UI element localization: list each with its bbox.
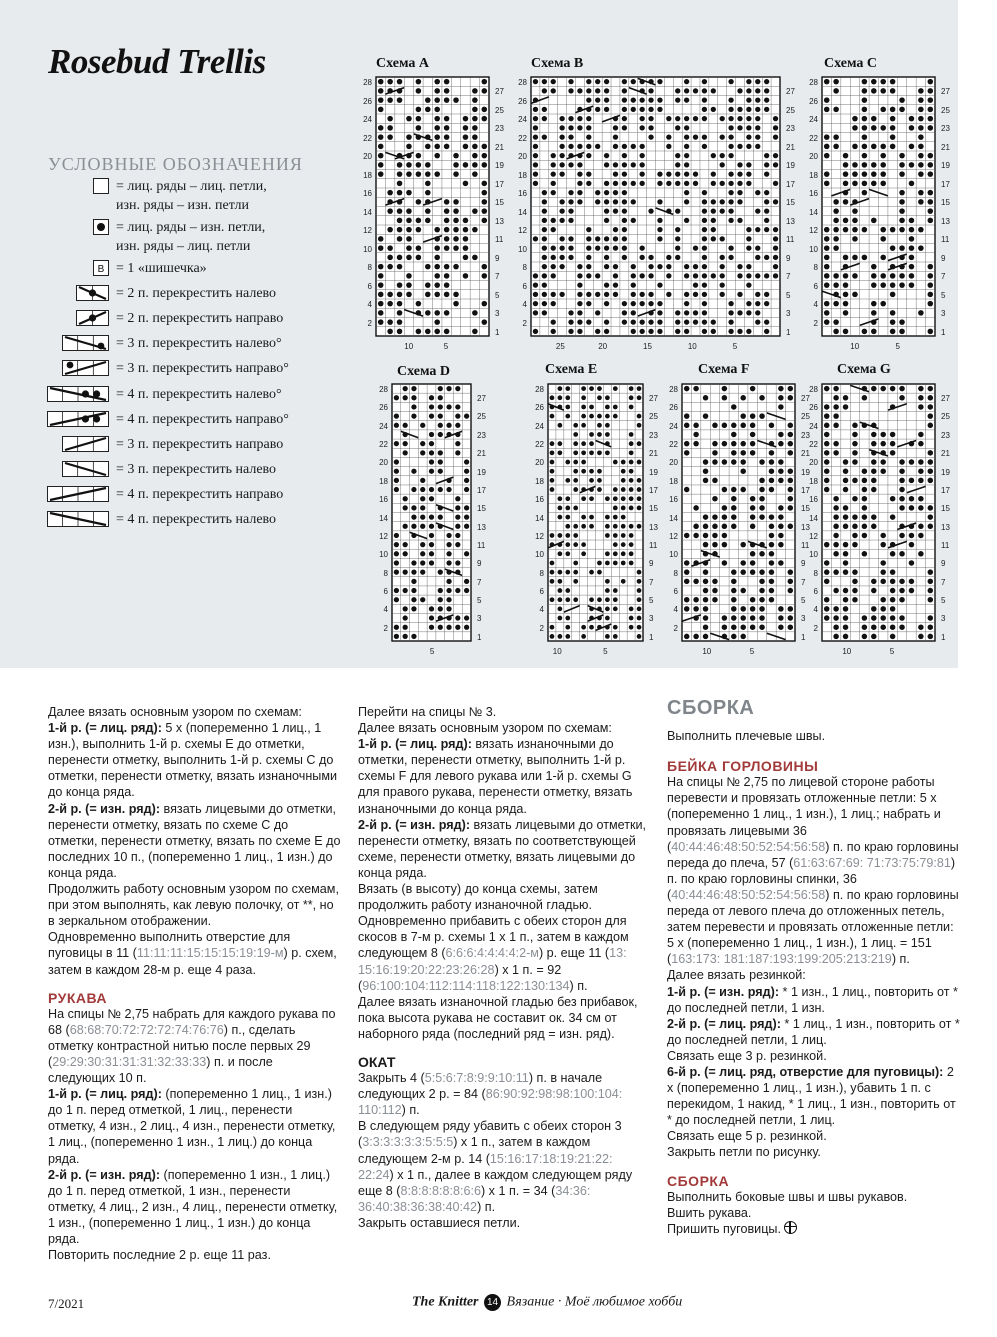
paragraph: 1-й р. (= лиц. ряд): (попеременно 1 лиц., 1 изн.) до 1 п. перед отметкой, 1 лиц., перенести отметку, 4 изн., 2 лиц., 4 изн., перенести отметку, 1 лиц., (попеременно 1 изн., 1 лиц.) до конца ряда. bbox=[48, 1087, 336, 1166]
paragraph: Далее вязать основным узором по схемам: bbox=[48, 705, 302, 719]
row-number-right: 21 bbox=[786, 142, 795, 152]
end-mark-icon bbox=[784, 1221, 797, 1234]
row-number-right: 17 bbox=[477, 485, 486, 495]
row-number-left: 12 bbox=[518, 226, 527, 235]
row-number-right: 11 bbox=[649, 540, 658, 550]
row-number-left: 24 bbox=[535, 421, 544, 431]
row-number-right: 23 bbox=[801, 430, 810, 440]
row-number-left: 6 bbox=[367, 281, 372, 291]
legend-text: = 3 п. перекрестить налево° bbox=[116, 336, 282, 351]
paragraph: Вшить рукава. bbox=[667, 1205, 752, 1220]
row-number-right: 5 bbox=[477, 596, 482, 606]
bobble-icon bbox=[93, 260, 109, 276]
row-number-left: 22 bbox=[363, 133, 372, 143]
column-number: 20 bbox=[598, 342, 608, 351]
row-number-left: 20 bbox=[809, 458, 818, 468]
row-number-left: 6 bbox=[813, 586, 818, 596]
row-number-left: 14 bbox=[535, 513, 544, 523]
paragraph: Продолжить работу основным узором по схемам, при этом выполнять, как левую полочку, от **, но в зеркальном отображении. bbox=[48, 882, 339, 929]
row-number-left: 4 bbox=[522, 300, 527, 309]
row-number-left: 4 bbox=[813, 300, 818, 309]
row-number-left: 26 bbox=[535, 403, 544, 413]
row-number-right: 25 bbox=[801, 412, 810, 422]
svg-text:B: B bbox=[97, 264, 105, 275]
paragraph: Повторить последние 2 р. еще 11 раз. bbox=[48, 1248, 271, 1263]
cross-2-left-icon bbox=[76, 285, 109, 301]
row-number-left: 14 bbox=[669, 513, 678, 523]
row-number-right: 11 bbox=[801, 540, 810, 550]
row-number-left: 18 bbox=[535, 476, 544, 486]
cross-3-right-purl-icon bbox=[62, 360, 109, 376]
row-number-right: 27 bbox=[801, 394, 810, 404]
row-number-right: 19 bbox=[495, 161, 504, 171]
row-number-right: 21 bbox=[649, 449, 658, 459]
column-number: 10 bbox=[850, 342, 860, 351]
row-number-right: 15 bbox=[477, 504, 486, 514]
cross-4-right-icon bbox=[47, 486, 109, 502]
row-number-right: 3 bbox=[941, 614, 946, 624]
row-number-right: 13 bbox=[801, 522, 810, 532]
legend-text: = 2 п. перекрестить направо bbox=[116, 311, 284, 326]
row-number-left: 26 bbox=[379, 403, 388, 413]
row-number-right: 1 bbox=[477, 632, 482, 642]
row-number-right: 19 bbox=[941, 161, 950, 171]
row-number-left: 12 bbox=[809, 531, 818, 541]
row-number-right: 11 bbox=[941, 540, 950, 550]
row-number-left: 14 bbox=[809, 513, 818, 523]
row-number-left: 28 bbox=[535, 385, 544, 394]
paragraph: 2-й р. (= изн. ряд): (попеременно 1 изн., 1 лиц.) до 1 п. перед отметкой, 1 изн., перенести отметку, 4 лиц., 2 изн., 4 лиц., перенести отметку, 1 изн., (попеременно 1 лиц., 1 изн.) до конца ряда. bbox=[48, 1167, 338, 1246]
chart-grid bbox=[375, 76, 490, 337]
row-number-right: 15 bbox=[786, 198, 795, 208]
row-number-left: 10 bbox=[518, 244, 527, 254]
row-number-left: 6 bbox=[539, 586, 544, 596]
row-number-left: 6 bbox=[813, 281, 818, 291]
row-number-left: 24 bbox=[669, 421, 678, 431]
dot-square-icon bbox=[93, 219, 109, 235]
row-number-left: 10 bbox=[669, 550, 678, 560]
row-number-right: 23 bbox=[477, 430, 486, 440]
paragraph: Выполнить плечевые швы. bbox=[667, 729, 826, 744]
legend-text: = 1 «шишечка» bbox=[116, 261, 207, 276]
row-number-right: 23 bbox=[786, 124, 795, 134]
row-number-left: 22 bbox=[809, 440, 818, 450]
row-number-right: 5 bbox=[649, 596, 654, 606]
row-number-left: 16 bbox=[379, 495, 388, 505]
row-number-left: 2 bbox=[522, 318, 527, 328]
row-number-right: 15 bbox=[941, 198, 950, 208]
row-number-right: 9 bbox=[495, 253, 500, 263]
row-number-left: 12 bbox=[535, 531, 544, 541]
row-number-left: 22 bbox=[809, 133, 818, 143]
row-number-right: 17 bbox=[649, 485, 658, 495]
legend-text: = лиц. ряды – изн. петли, изн. ряды – лиц. петли bbox=[116, 220, 266, 254]
row-number-left: 14 bbox=[379, 513, 388, 523]
chart-title: Схема D bbox=[397, 364, 451, 379]
column-number: 10 bbox=[404, 342, 414, 351]
row-number-right: 3 bbox=[495, 309, 500, 319]
row-number-right: 7 bbox=[477, 577, 482, 587]
cross-4-left-icon bbox=[47, 511, 109, 527]
row-number-left: 28 bbox=[379, 385, 388, 394]
row-number-left: 24 bbox=[379, 421, 388, 431]
legend-text: = 4 п. перекрестить направо° bbox=[116, 412, 289, 427]
row-number-left: 16 bbox=[518, 189, 527, 198]
row-number-right: 11 bbox=[495, 235, 504, 245]
row-number-right: 25 bbox=[495, 105, 504, 115]
row-number-right: 7 bbox=[801, 577, 806, 587]
legend-text: = 3 п. перекрестить направо bbox=[116, 437, 284, 452]
row-number-right: 19 bbox=[477, 467, 486, 477]
row-number-right: 5 bbox=[801, 596, 806, 606]
row-number-right: 17 bbox=[786, 179, 795, 189]
row-number-left: 10 bbox=[379, 550, 388, 560]
neckband-heading: БЕЙКА ГОРЛОВИНЫ bbox=[667, 758, 819, 775]
footer-brand: The Knitter 14 Вязание · Моё любимое хобби bbox=[412, 1294, 683, 1310]
empty-square-icon bbox=[93, 178, 109, 194]
row-number-left: 12 bbox=[809, 226, 818, 235]
row-number-right: 25 bbox=[941, 105, 950, 115]
legend-text: = 4 п. перекрестить налево° bbox=[116, 387, 282, 402]
chart-title: Схема A bbox=[376, 56, 430, 71]
row-number-right: 9 bbox=[801, 559, 806, 569]
column-number: 10 bbox=[842, 647, 852, 656]
row-number-left: 16 bbox=[809, 189, 818, 198]
row-number-left: 2 bbox=[673, 623, 678, 633]
row-number-right: 21 bbox=[941, 142, 950, 152]
row-number-left: 20 bbox=[669, 458, 678, 468]
paragraph: Закрыть оставшиеся петли. bbox=[358, 1215, 521, 1230]
row-number-left: 20 bbox=[518, 152, 527, 161]
row-number-left: 28 bbox=[809, 78, 818, 87]
row-number-right: 3 bbox=[801, 614, 806, 624]
chart-grid bbox=[530, 76, 781, 337]
column-number: 10 bbox=[687, 342, 697, 351]
row-number-right: 1 bbox=[495, 327, 500, 337]
row-number-left: 10 bbox=[363, 244, 372, 254]
paragraph: 1-й р. (= лиц. ряд): вязать изнаночными до отметки, перенести отметку, выполнить 1-й р. схемы F для левого рукава или 1-й р. схемы G для правого рукава, перенести отметку, вязать изнаночными до конца ряда. bbox=[358, 737, 633, 816]
paragraph: 2-й р. (= лиц. ряд): * 1 лиц., 1 изн., повторить от * до последней петли, 1 лиц. bbox=[667, 1016, 960, 1047]
paragraph: 1-й р. (= лиц. ряд): 5 х (попеременно 1 лиц., 1 изн.), выполнить 1-й р. схемы E до отметки, перенести отметку, выполнить 1-й р. схемы C до отметки, перенести отметку, вязать изнаночными до конца ряда. bbox=[48, 721, 338, 800]
row-number-left: 8 bbox=[383, 568, 388, 578]
row-number-left: 4 bbox=[673, 605, 678, 615]
row-number-right: 19 bbox=[801, 467, 810, 477]
chart-title: Схема G bbox=[837, 362, 891, 377]
cross-2-right-icon bbox=[76, 310, 109, 326]
row-number-right: 1 bbox=[786, 327, 791, 337]
chart-grid bbox=[547, 383, 644, 642]
row-number-left: 26 bbox=[363, 96, 372, 106]
row-number-right: 3 bbox=[649, 614, 654, 624]
row-number-right: 9 bbox=[941, 559, 946, 569]
row-number-right: 5 bbox=[941, 596, 946, 606]
row-number-left: 10 bbox=[809, 244, 818, 254]
row-number-right: 3 bbox=[941, 309, 946, 319]
row-number-left: 8 bbox=[813, 568, 818, 578]
row-number-right: 27 bbox=[941, 87, 950, 97]
row-number-left: 22 bbox=[518, 133, 527, 143]
column-number: 10 bbox=[702, 647, 712, 656]
row-number-left: 18 bbox=[379, 476, 388, 486]
legend-text: = 4 п. перекрестить налево bbox=[116, 512, 277, 527]
row-number-left: 20 bbox=[809, 152, 818, 161]
row-number-right: 15 bbox=[801, 504, 810, 514]
row-number-right: 3 bbox=[477, 614, 482, 624]
row-number-left: 6 bbox=[522, 281, 527, 291]
row-number-left: 10 bbox=[535, 550, 544, 560]
row-number-right: 21 bbox=[495, 142, 504, 152]
row-number-left: 20 bbox=[363, 152, 372, 161]
cross-3-right-icon bbox=[62, 436, 109, 452]
row-number-right: 9 bbox=[477, 559, 482, 569]
chart-grid bbox=[821, 76, 936, 337]
row-number-right: 23 bbox=[649, 430, 658, 440]
row-number-right: 1 bbox=[941, 632, 946, 642]
row-number-right: 15 bbox=[649, 504, 658, 514]
row-number-right: 13 bbox=[941, 216, 950, 226]
row-number-right: 23 bbox=[495, 124, 504, 134]
row-number-left: 20 bbox=[379, 458, 388, 468]
row-number-left: 4 bbox=[367, 300, 372, 309]
row-number-left: 24 bbox=[518, 115, 527, 124]
paragraph: 2-й р. (= изн. ряд): вязать лицевыми до отметки, перенести отметку, вязать по соответствующей схеме, перенести отметку, вязать лицевыми до конца ряда. bbox=[358, 817, 647, 880]
row-number-right: 25 bbox=[941, 412, 950, 422]
row-number-left: 2 bbox=[813, 623, 818, 633]
column-number: 5 bbox=[749, 647, 755, 656]
paragraph: Выполнить боковые швы и швы рукавов. bbox=[667, 1189, 908, 1204]
row-number-right: 21 bbox=[941, 449, 950, 459]
paragraph: Далее вязать изнаночной гладью без прибавок, пока высота рукава не составит ок. 34 см от наборного ряда (последний ряд = изн. ряд). bbox=[358, 994, 638, 1041]
row-number-right: 11 bbox=[786, 235, 795, 245]
paragraph: Закрыть петли по рисунку. bbox=[667, 1145, 821, 1160]
cross-4-right-purl-icon bbox=[47, 411, 109, 427]
row-number-right: 25 bbox=[649, 412, 658, 422]
paragraph: На спицы № 2,75 набрать для каждого рукава по 68 (68:68:70:72:72:72:74:76:76) п., сделать отметку контрастной нитью после первых 29 (29:29:30:31:31:31:32:33:33) п. и после следующих 10 п. bbox=[48, 1006, 336, 1086]
row-number-right: 5 bbox=[941, 290, 946, 300]
sleeves-heading: РУКАВА bbox=[48, 989, 108, 1006]
row-number-left: 18 bbox=[809, 476, 818, 486]
row-number-left: 20 bbox=[535, 458, 544, 468]
row-number-left: 16 bbox=[809, 495, 818, 505]
row-number-right: 1 bbox=[801, 632, 806, 642]
row-number-left: 26 bbox=[518, 96, 527, 106]
paragraph: 1-й р. (= изн. ряд): * 1 изн., 1 лиц., повторить от * до последней петли, 1 изн. bbox=[667, 984, 958, 1015]
row-number-left: 22 bbox=[379, 440, 388, 450]
row-number-left: 2 bbox=[367, 318, 372, 328]
row-number-left: 18 bbox=[363, 170, 372, 180]
text-column-1 bbox=[48, 704, 341, 1263]
row-number-left: 26 bbox=[809, 403, 818, 413]
legend-heading: УСЛОВНЫЕ ОБОЗНАЧЕНИЯ bbox=[48, 154, 303, 174]
row-number-right: 27 bbox=[786, 87, 795, 97]
row-number-right: 23 bbox=[941, 430, 950, 440]
row-number-right: 27 bbox=[495, 87, 504, 97]
row-number-left: 4 bbox=[383, 605, 388, 615]
row-number-left: 14 bbox=[518, 207, 527, 217]
chart-grid bbox=[681, 383, 796, 642]
paragraph: Далее вязать резинкой: bbox=[667, 968, 806, 983]
row-number-right: 23 bbox=[941, 124, 950, 134]
row-number-right: 17 bbox=[495, 179, 504, 189]
legend-text: = 2 п. перекрестить налево bbox=[116, 286, 277, 301]
legend-text: = 3 п. перекрестить налево bbox=[116, 462, 277, 477]
row-number-right: 1 bbox=[649, 632, 654, 642]
legend-text: = лиц. ряды – лиц. петли, изн. ряды – изн. петли bbox=[116, 179, 267, 213]
chart-grid bbox=[821, 383, 936, 642]
paragraph: Одновременно выполнить отверстие для пуговицы в 11 (11:11:11:15:15:15:19:19-м) р. схем, затем в каждом 28-м р. еще 4 раза. bbox=[48, 930, 337, 977]
row-number-right: 9 bbox=[786, 253, 791, 263]
row-number-left: 4 bbox=[813, 605, 818, 615]
cross-3-left-purl-icon bbox=[62, 335, 109, 351]
row-number-right: 11 bbox=[477, 540, 486, 550]
row-number-left: 28 bbox=[518, 78, 527, 87]
paragraph: Вязать (в высоту) до конца схемы, затем продолжить работу изнаночной гладью. bbox=[358, 882, 598, 913]
row-number-left: 4 bbox=[539, 605, 544, 615]
row-number-right: 11 bbox=[941, 235, 950, 245]
row-number-right: 13 bbox=[649, 522, 658, 532]
row-number-right: 27 bbox=[477, 394, 486, 404]
paragraph: Перейти на спицы № 3. bbox=[358, 705, 497, 719]
row-number-right: 17 bbox=[941, 179, 950, 189]
row-number-left: 8 bbox=[367, 263, 372, 272]
row-number-right: 15 bbox=[495, 198, 504, 208]
row-number-right: 17 bbox=[801, 485, 810, 495]
row-number-left: 16 bbox=[363, 189, 372, 198]
row-number-left: 28 bbox=[669, 385, 678, 394]
column-number: 25 bbox=[555, 342, 565, 351]
row-number-right: 13 bbox=[941, 522, 950, 532]
row-number-left: 2 bbox=[539, 623, 544, 633]
row-number-left: 24 bbox=[809, 421, 818, 431]
column-number: 5 bbox=[603, 647, 608, 656]
row-number-left: 24 bbox=[809, 115, 818, 124]
paragraph: Пришить пуговицы. bbox=[667, 1221, 960, 1237]
row-number-left: 2 bbox=[813, 318, 818, 328]
row-number-right: 5 bbox=[786, 290, 791, 300]
row-number-right: 1 bbox=[941, 327, 946, 337]
row-number-left: 12 bbox=[379, 531, 388, 541]
row-number-right: 7 bbox=[495, 272, 500, 282]
row-number-right: 7 bbox=[941, 272, 946, 282]
row-number-right: 19 bbox=[649, 467, 658, 477]
cross-4-left-purl-icon bbox=[47, 386, 109, 402]
final-assembly-heading: СБОРКА bbox=[667, 1172, 730, 1189]
paragraph: 2-й р. (= изн. ряд): вязать лицевыми до отметки, перенести отметку, вязать по схеме C до отметки, перенести отметку, вязать по схеме E до последних 10 п., (попеременно 1 лиц., 1 изн.) до конца ряда. bbox=[48, 801, 341, 880]
paragraph: Связать еще 3 р. резинкой. bbox=[667, 1048, 827, 1063]
row-number-right: 27 bbox=[941, 394, 950, 404]
text-column-2 bbox=[358, 704, 651, 1231]
row-number-left: 28 bbox=[363, 78, 372, 87]
okat-heading: ОКАТ bbox=[358, 1053, 396, 1070]
row-number-left: 6 bbox=[383, 586, 388, 596]
paragraph: Далее вязать основным узором по схемам: bbox=[358, 721, 612, 736]
row-number-left: 8 bbox=[813, 263, 818, 272]
row-number-left: 10 bbox=[809, 550, 818, 560]
row-number-left: 18 bbox=[669, 476, 678, 486]
row-number-left: 12 bbox=[669, 531, 678, 541]
text-column-3 bbox=[667, 697, 960, 1237]
cross-3-left-icon bbox=[62, 461, 109, 477]
row-number-right: 9 bbox=[941, 253, 946, 263]
paragraph: На спицы № 2,75 по лицевой стороне работы перевести и провязать отложенные петли: 5 х (попеременно 1 лиц., 1 изн.), 1 лиц.; набрать и провязать лицевыми 36 (40:44:46:48:50:52:54:56:58) п. по краю горловины переда до плеча, 57 (61:63:67:69: 71:73:75:79:81) п. по краю горловины спинки, 36 (40:44:46:48:50:52:54:56:58) п. по краю горловины переда от левого плеча до отложенных петель, затем перевести и провязать отложенные петли: 5 х (попеременно 1 лиц., 1 изн.), 1 лиц. = 151 (163:173: 181:187:193:199:205:213:219) п. bbox=[667, 775, 959, 967]
column-number: 5 bbox=[895, 342, 900, 351]
row-number-left: 8 bbox=[673, 568, 678, 578]
page-title: Rosebud Trellis bbox=[48, 42, 266, 81]
column-number: 10 bbox=[552, 647, 562, 656]
column-number: 5 bbox=[732, 342, 738, 351]
row-number-right: 19 bbox=[941, 467, 950, 477]
paragraph: Одновременно прибавить с обеих сторон для скосов в 7-м р. схемы 1 х 1 п., затем в каждом следующем 8 (6:6:6:4:4:4:4:2-м) р. еще 11 (13: 15:16:19:20:22:23:26:28) х 1 п. = 92 (96:100:104:112:114:118:122:130:134) п. bbox=[358, 914, 629, 993]
row-number-left: 14 bbox=[363, 207, 372, 217]
row-number-left: 26 bbox=[809, 96, 818, 106]
row-number-right: 13 bbox=[477, 522, 486, 532]
row-number-right: 17 bbox=[941, 485, 950, 495]
row-number-right: 19 bbox=[786, 161, 795, 171]
column-number: 5 bbox=[889, 647, 895, 656]
row-number-left: 26 bbox=[669, 403, 678, 413]
row-number-right: 21 bbox=[801, 449, 810, 459]
paragraph: В следующем ряду убавить с обеих сторон 3 (3:3:3:3:3:3:5:5:5) х 1 п., затем в каждом следующем 2-м р. 14 (15:16:17:18:19:21:22: 22:24) х 1 п., далее в каждом следующем ряду еще 8 (8:8:8:8:8:8:6:6) х 1 п. = 34 (34:36: 36:40:38:36:38:40:42) п. bbox=[358, 1119, 633, 1214]
row-number-right: 7 bbox=[941, 577, 946, 587]
paragraph: Связать еще 5 р. резинкой. bbox=[667, 1129, 827, 1144]
row-number-right: 5 bbox=[495, 290, 500, 300]
row-number-right: 9 bbox=[649, 559, 654, 569]
row-number-left: 6 bbox=[673, 586, 678, 596]
chart-grid bbox=[391, 383, 472, 642]
row-number-left: 2 bbox=[383, 623, 388, 633]
row-number-right: 27 bbox=[649, 394, 658, 404]
row-number-left: 18 bbox=[518, 170, 527, 180]
column-number: 15 bbox=[643, 342, 652, 351]
row-number-right: 3 bbox=[786, 309, 791, 319]
row-number-left: 22 bbox=[669, 440, 678, 450]
row-number-right: 21 bbox=[477, 449, 486, 459]
row-number-right: 25 bbox=[477, 412, 486, 422]
row-number-left: 14 bbox=[809, 207, 818, 217]
paragraph: 6-й р. (= лиц. ряд, отверстие для пуговицы): 2 х (попеременно 1 лиц., 1 изн.), убавить 1 п. с перекидом, 1 накид, * 1 лиц., 1 изн., повторить от * до последней петли, 1 лиц. bbox=[667, 1064, 956, 1128]
row-number-left: 22 bbox=[535, 440, 544, 450]
chart-title: Схема C bbox=[824, 56, 878, 71]
chart-title: Схема F bbox=[698, 362, 750, 377]
column-number: 5 bbox=[429, 647, 435, 656]
row-number-right: 15 bbox=[941, 504, 950, 514]
legend-text: = 3 п. перекрестить направо° bbox=[116, 361, 289, 376]
chart-title: Схема B bbox=[531, 56, 584, 71]
legend-text: = 4 п. перекрестить направо bbox=[116, 487, 284, 502]
paragraph: Закрыть 4 (5:5:6:7:8:9:9:10:11) п. в начале следующих 2 р. = 84 (86:90:92:98:98:100:104: 110:112) п. bbox=[358, 1071, 623, 1118]
row-number-right: 7 bbox=[649, 577, 654, 587]
row-number-left: 8 bbox=[522, 263, 527, 272]
row-number-left: 24 bbox=[363, 115, 372, 124]
row-number-left: 16 bbox=[669, 495, 678, 505]
row-number-left: 16 bbox=[535, 495, 544, 505]
chart-title: Схема E bbox=[545, 362, 598, 377]
row-number-left: 12 bbox=[363, 226, 372, 235]
row-number-right: 13 bbox=[786, 216, 795, 226]
page-number: 14 bbox=[484, 1294, 501, 1311]
row-number-right: 13 bbox=[495, 216, 504, 226]
row-number-left: 18 bbox=[809, 170, 818, 180]
issue-date: 7/2021 bbox=[48, 1296, 85, 1311]
row-number-left: 28 bbox=[809, 385, 818, 394]
row-number-right: 7 bbox=[786, 272, 791, 282]
column-number: 5 bbox=[443, 342, 449, 351]
row-number-left: 8 bbox=[539, 568, 544, 578]
assembly-heading: СБОРКА bbox=[667, 697, 755, 719]
row-number-right: 25 bbox=[786, 105, 795, 115]
